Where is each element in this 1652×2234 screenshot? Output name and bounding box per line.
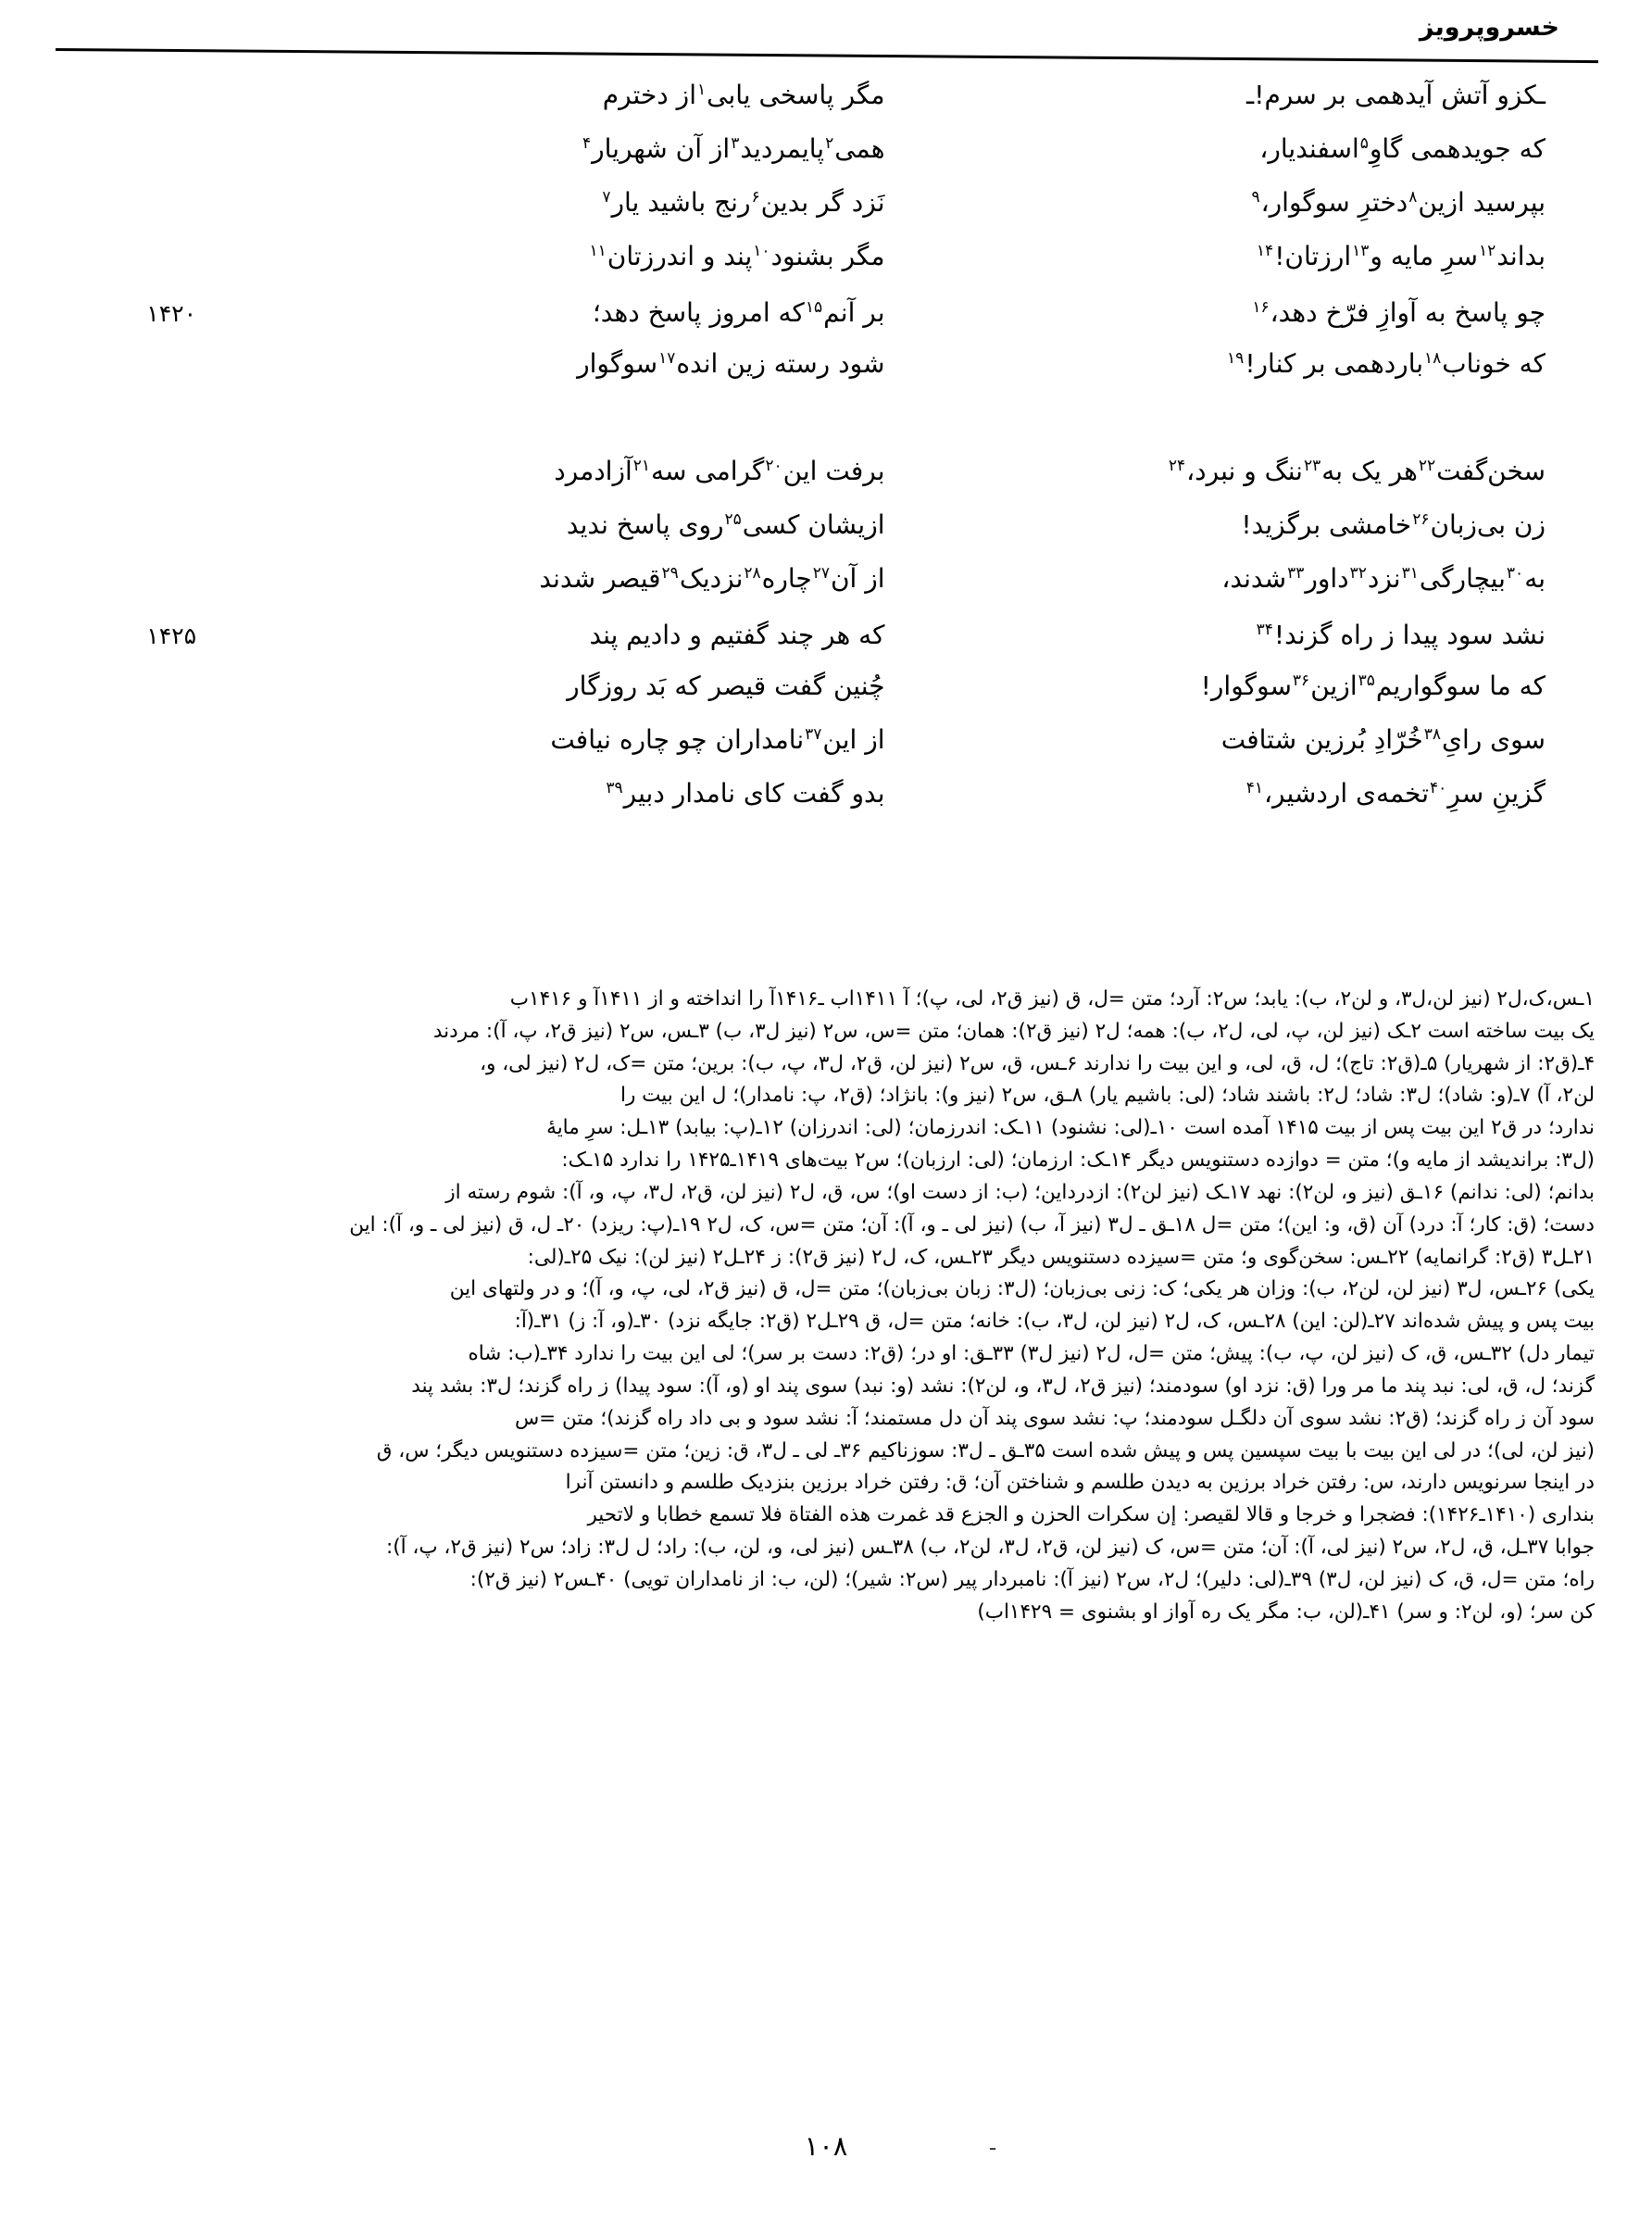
hemistich-second bbox=[885, 511, 1546, 538]
hemistich-text-cont: تخمه‌ی اردشیر، bbox=[1263, 778, 1430, 809]
apparatus-line: ۲۱ـل۳ (ق۲: گرانمایه) ۲۲ـس: سخن‌گوی و؛ متن =سیزده دستنویس دیگر ۲۳ـس، ک، ل۲ (نیز ق۲): ز ۲۴ـل۲ (نیز لن): نیک ۲۵ـ(لی: bbox=[527, 1245, 1595, 1269]
footnote-marker: ۱۵ bbox=[805, 297, 823, 317]
verse-line bbox=[111, 350, 1546, 404]
hemistich-text-cont2: آزادمرد bbox=[554, 456, 632, 486]
footnote-marker: ۳۷ bbox=[805, 724, 822, 744]
verse-number bbox=[111, 207, 196, 211]
hemistich-text-cont2: ننگ و نبرد، bbox=[1186, 456, 1303, 486]
hemistich-text-cont3: قیصر شدند bbox=[539, 563, 661, 594]
hemistich-text: بدو گفت کای نامدار دبیر bbox=[623, 778, 885, 809]
footnote-marker: ۲۲ bbox=[1418, 456, 1436, 475]
hemistich-text-cont: که امروز پاسخ دهد؛ bbox=[592, 297, 805, 328]
hemistich-text: چُنین گفت قیصر که بَد روزگار bbox=[567, 671, 885, 701]
footnote-marker: ۱۷ bbox=[658, 348, 676, 368]
verse-number-1420: ۱۴۲۰ bbox=[146, 300, 196, 327]
hemistich-first bbox=[196, 350, 885, 377]
hemistich-text-cont: چاره bbox=[761, 563, 812, 594]
footnote-marker: ۳۳ bbox=[1287, 563, 1305, 583]
catchword-glyph: ـ bbox=[990, 2132, 995, 2154]
page-number: ۱۰۸ bbox=[804, 2130, 848, 2162]
hemistich-text: گزینِ سرِ bbox=[1447, 778, 1546, 809]
apparatus-line: ۴ـ(ق۲: از شهریار) ۵ـ(ق۲: تاج)؛ ل، ق، لی، و این بیت را ندارند ۶ـس، ق، س۲ (نیز لن، ق۲، ل۳، پ، ب): برین؛ متن =ک، ل۲ (نیز لی، و، bbox=[480, 1051, 1595, 1075]
hemistich-text: مگر بشنود bbox=[770, 241, 885, 271]
footnote-marker: ۴۱ bbox=[1245, 778, 1263, 797]
verse-number bbox=[111, 476, 196, 480]
apparatus-line: (نیز لن، لی)؛ در لی این بیت با بیت سپسین پس و پیش شده است ۳۵ـق ـ ل۳: سوزناکیم ۳۶ـ لی ـ ل۳، ق: زین؛ متن =سیزده دستنویس دیگر؛ س، ق bbox=[376, 1438, 1595, 1462]
hemistich-first bbox=[196, 135, 885, 162]
hemistich-first bbox=[196, 82, 885, 108]
hemistich-second bbox=[885, 82, 1546, 108]
hemistich-text: ـکزو آتش آیدهمی بر سرم!ـ bbox=[1246, 80, 1546, 110]
hemistich-text: که ما سوگواریم bbox=[1375, 671, 1546, 701]
verse-number bbox=[111, 798, 196, 802]
hemistich-text: که خوناب bbox=[1442, 348, 1546, 379]
hemistich-second bbox=[885, 672, 1546, 699]
hemistich-text-cont: گرامی سه bbox=[651, 456, 765, 486]
hemistich-text-cont: پند و اندرزتان bbox=[607, 241, 753, 271]
hemistich-text: بپرسید ازین bbox=[1418, 187, 1546, 218]
hemistich-text-cont: دخترِ سوگوار، bbox=[1260, 187, 1408, 218]
verse-line bbox=[111, 296, 1546, 350]
apparatus-line: دست؛ (ق: کار؛ آ: درد) آن (ق، و: این)؛ متن =ل ۱۸ـق ـ ل۳ (نیز آ، ب) (نیز لی ـ و، آ): آن؛ متن =س، ک، ل۲ ۱۹ـ(پ: ریزد) ۲۰ـ ل، ق (نیز لی ـ و، آ): این bbox=[349, 1212, 1595, 1236]
footnote-marker: ۳۵ bbox=[1358, 671, 1375, 690]
hemistich-text-cont: روی پاسخ ندید bbox=[566, 509, 724, 540]
hemistich-second bbox=[885, 243, 1546, 270]
verse-block-2 bbox=[111, 458, 1546, 834]
verse-block-1 bbox=[111, 82, 1546, 404]
hemistich-text: که هر چند گفتیم و دادیم پند bbox=[589, 620, 885, 650]
verse-area bbox=[111, 80, 1546, 809]
hemistich-first bbox=[196, 189, 885, 216]
hemistich-text-cont3: داور bbox=[1305, 563, 1349, 594]
hemistich-second bbox=[885, 135, 1546, 162]
apparatus-paragraph bbox=[57, 984, 1595, 1629]
apparatus-line: گزند؛ ل، ق، لی: نبد پند ما مر ورا (ق: نزد او) سودمند؛ (نیز ق۲، ل۳، و، لن۲): نشد (و: نبد) سوی پند او (و، آ): سود پیدا) ز راه گزند؛ ل۳: بشد پند bbox=[411, 1374, 1595, 1398]
critical-apparatus bbox=[57, 984, 1595, 1629]
hemistich-text: از این bbox=[822, 724, 885, 755]
footnote-marker: ۱۹ bbox=[1227, 348, 1245, 368]
verse-line bbox=[111, 619, 1546, 672]
hemistich-text-cont2: نزد bbox=[1367, 563, 1401, 594]
apparatus-line: یک بیت ساخته است ۲ـک (نیز لن، پ، لی، ل۲، ب): همه؛ ل۲ (نیز ق۲): همان؛ متن =س، س۲ (نیز ل۳، ب) ۳ـس، س۲ (نیز ق۲، پ، آ): مردند bbox=[432, 1019, 1595, 1043]
verse-line bbox=[111, 243, 1546, 296]
hemistich-text: سخن‌گفت bbox=[1436, 456, 1546, 486]
apparatus-line: جوابا ۳۷ـل، ق، ل۲، س۲ (نیز لی، آ): آن؛ متن =س، ک (نیز لن، ق۲، ل۳، لن۲، ب) ۳۸ـس (نیز لی، و، لن، ب): راد؛ ل ل۳: زاد؛ س۲ (نیز ق۲، پ، آ): bbox=[385, 1536, 1595, 1560]
apparatus-line: بنداری (۱۴۱۰ـ۱۴۲۶): فضجرا و خرجا و قالا لقیصر: إن سکرات الحزن و الجزع قد غمرت هذه الفتاة فلا تسمع خطابا و لاتحیر bbox=[587, 1503, 1595, 1527]
verse-number-1425: ۱۴۲۵ bbox=[146, 622, 196, 649]
hemistich-first bbox=[196, 672, 885, 699]
hemistich-first bbox=[196, 780, 885, 807]
footnote-marker: ۲۹ bbox=[661, 563, 679, 583]
hemistich-text-cont: باردهمی بر کنار! bbox=[1245, 348, 1424, 379]
hemistich-text-cont2: سوگوار! bbox=[1200, 671, 1292, 701]
hemistich-text-cont: خُرّادِ بُرزین شتافت bbox=[1220, 724, 1423, 755]
hemistich-second bbox=[885, 565, 1546, 592]
footnote-marker: ۲۰ bbox=[765, 456, 782, 475]
verse-line bbox=[111, 726, 1546, 780]
hemistich-text: نَزد گر بدین bbox=[760, 187, 885, 218]
hemistich-text: از آن bbox=[830, 563, 885, 594]
hemistich-first bbox=[196, 565, 885, 592]
verse-line bbox=[111, 565, 1546, 619]
hemistich-text: سوی رایِ bbox=[1442, 724, 1546, 755]
footnote-marker: ۱۲ bbox=[1478, 241, 1496, 260]
footnote-marker: ۱۴ bbox=[1256, 241, 1274, 260]
stanza-separator bbox=[111, 404, 1546, 458]
footnote-marker: ۲۷ bbox=[812, 563, 830, 583]
footnote-marker: ۲۴ bbox=[1168, 456, 1186, 475]
verse-number bbox=[111, 691, 196, 695]
footnote-marker: ۳۲ bbox=[1349, 563, 1367, 583]
hemistich-text-cont2: نزدیک bbox=[679, 563, 744, 594]
footnote-marker: ۱۰ bbox=[753, 241, 770, 260]
footnote-marker: ۲۵ bbox=[724, 509, 742, 529]
apparatus-line: ۱ـس،ک،ل۲ (نیز لن،ل۳، و لن۲، ب): یابد؛ س۲: آرد؛ متن =ل، ق (نیز ق۲، لی، پ)؛ آ ۱۴۱۱اب ـ۱۴۱۶آ را انداخته و از ۱۴۱۱آ و ۱۴۱۶ب bbox=[509, 987, 1595, 1010]
hemistich-text: چو پاسخ به آوازِ فرّخ دهد، bbox=[1270, 297, 1546, 328]
verse-line bbox=[111, 672, 1546, 726]
apparatus-line: کن سر؛ (و، لن۲: و سر) ۴۱ـ(لن، ب: مگر یک ره آواز او بشنوی = ۱۴۲۹اب) bbox=[977, 1600, 1595, 1624]
footnote-marker: ۴ bbox=[582, 133, 592, 153]
hemistich-first bbox=[196, 299, 885, 326]
footnote-marker: ۱۸ bbox=[1424, 348, 1442, 368]
footnote-marker: ۶ bbox=[751, 187, 760, 207]
hemistich-text-cont: سرِ مایه و bbox=[1370, 241, 1478, 271]
hemistich-text-cont: نامداران چو چاره نیافت bbox=[550, 724, 805, 755]
footnote-marker: ۱ bbox=[696, 80, 707, 99]
verse-number bbox=[111, 154, 196, 157]
verse-number bbox=[111, 584, 196, 587]
verse-line bbox=[111, 189, 1546, 243]
footnote-marker: ۱۶ bbox=[1252, 297, 1270, 317]
apparatus-line: (ل۳: برانديشد از مايه و)؛ متن = دوازده دستنویس دیگر ۱۴ـک: ارزمان؛ (لی: ارزبان)؛ س۲ بیت‌های ۱۴۱۹ـ۱۴۲۵ را ندارد ۱۵ـک: bbox=[561, 1148, 1595, 1173]
hemistich-text-cont: پایمردید bbox=[740, 133, 825, 164]
footnote-marker: ۳۶ bbox=[1292, 671, 1310, 690]
hemistich-first bbox=[196, 458, 885, 484]
apparatus-line: راه؛ متن =ل، ق، ک (نیز لن، ل۳) ۳۹ـ(لی: دلیر)؛ ل۲، س۲ (نیز آ): نامبردار پیر (س۲: شیر)؛ (لن، ب: از نامداران تویی) ۴۰ـس۲ (نیز ق۲): bbox=[469, 1567, 1595, 1591]
hemistich-second bbox=[885, 621, 1546, 648]
hemistich-text: بر آنم bbox=[823, 297, 885, 328]
header-rule-divider bbox=[56, 48, 1598, 63]
hemistich-text: برفت این bbox=[782, 456, 885, 486]
hemistich-text-cont: خامشی برگزید! bbox=[1241, 509, 1412, 540]
hemistich-text-cont: اسفندیار، bbox=[1259, 133, 1359, 164]
footnote-marker: ۹ bbox=[1251, 187, 1260, 207]
apparatus-line: یکی) ۲۶ـس، ل۳ (نیز لن، لن۲، ب): وزان هر یکی؛ ک: زنی بی‌زبان؛ (ل۳: زبان بی‌زبان)؛ متن =ل، ق (نیز ق۲، لی، پ، و، آ)؛ و در ولتهای این bbox=[449, 1277, 1595, 1301]
footnote-marker: ۲۶ bbox=[1412, 509, 1430, 529]
footnote-marker: ۴۰ bbox=[1430, 778, 1447, 797]
page-header bbox=[0, 0, 1652, 65]
hemistich-second bbox=[885, 458, 1546, 484]
verse-line bbox=[111, 780, 1546, 834]
footnote-marker: ۲۸ bbox=[744, 563, 761, 583]
verse-line bbox=[111, 135, 1546, 189]
hemistich-text-cont4: شدند، bbox=[1221, 563, 1287, 594]
verse-line bbox=[111, 511, 1546, 565]
hemistich-text-cont: هر یک به bbox=[1321, 456, 1418, 486]
hemistich-text-cont2: ارزتان! bbox=[1274, 241, 1352, 271]
footnote-marker: ۱۳ bbox=[1352, 241, 1370, 260]
footnote-marker: ۳۰ bbox=[1506, 563, 1524, 583]
hemistich-text: مگر پاسخی یابی bbox=[707, 80, 885, 110]
apparatus-line: لن۲، آ) ۷ـ(و: شاد)؛ ل۳: شاد؛ ل۲: باشند شاد؛ (لی: باشیم یار) ۸ـق، س۲ (نیز و): بانژاد؛ (ق۲، پ: نامدار)؛ ل این بیت را bbox=[620, 1084, 1595, 1108]
hemistich-text-cont: سوگوار bbox=[577, 348, 658, 379]
footnote-marker: ۲۳ bbox=[1303, 456, 1321, 475]
apparatus-line: در اینجا سرنویس دارند، س: رفتن خراد برزین به دیدن طلسم و شناختن آن؛ ق: رفتن خراد برزین بنزدیک طلسم و دانستن آنرا bbox=[565, 1471, 1595, 1495]
hemistich-second bbox=[885, 350, 1546, 377]
hemistich-text-cont2: از آن شهریار bbox=[592, 133, 731, 164]
verse-number bbox=[111, 369, 196, 372]
footnote-marker: ۳ bbox=[731, 133, 740, 153]
hemistich-text: نشد سود پیدا ز راه گزند! bbox=[1273, 620, 1546, 650]
hemistich-text: شود رسته زین انده bbox=[676, 348, 885, 379]
running-header-title: خسروپرویز bbox=[1419, 13, 1559, 42]
hemistich-first bbox=[196, 511, 885, 538]
hemistich-second bbox=[885, 780, 1546, 807]
verse-line bbox=[111, 458, 1546, 511]
hemistich-text-cont: رنج باشید یار bbox=[611, 187, 751, 218]
apparatus-line: ندارد؛ در ق۲ این بیت پس از بیت ۱۴۱۵ آمده است ۱۰ـ(لی: نشنود) ۱۱ـک: اندرزمان؛ (لی: اندرزان) ۱۲ـ(پ: بیابد) ۱۳ـل: سرِ مایهٔ bbox=[546, 1116, 1595, 1140]
apparatus-line: سود آن ز راه گزند؛ (ق۲: نشد سوی آن دلگـل سودمند؛ پ: نشد سوی پند آن دل مستمند؛ آ: نشد سود و بی داد راه گزند)؛ متن =س bbox=[514, 1406, 1595, 1430]
hemistich-text: به bbox=[1524, 563, 1546, 594]
hemistich-text: که جویدهمی گاوِ bbox=[1369, 133, 1546, 164]
hemistich-first bbox=[196, 243, 885, 270]
hemistich-second bbox=[885, 189, 1546, 216]
footnote-marker: ۷ bbox=[602, 187, 611, 207]
verse-number bbox=[111, 745, 196, 748]
footnote-marker: ۲۱ bbox=[632, 456, 651, 475]
verse-number bbox=[111, 261, 196, 265]
footnote-marker: ۲ bbox=[825, 133, 834, 153]
footnote-marker: ۳۹ bbox=[606, 778, 623, 797]
hemistich-text-cont: ازین bbox=[1310, 671, 1358, 701]
verse-number bbox=[111, 530, 196, 533]
hemistich-second bbox=[885, 299, 1546, 326]
footnote-marker: ۳۸ bbox=[1423, 724, 1442, 744]
footnote-marker: ۸ bbox=[1408, 187, 1418, 207]
hemistich-text: بداند bbox=[1496, 241, 1546, 271]
footnote-marker: ۳۱ bbox=[1401, 563, 1419, 583]
hemistich-text: همی bbox=[834, 133, 885, 164]
verse-line bbox=[111, 82, 1546, 135]
hemistich-text: زن بی‌زبان bbox=[1430, 509, 1546, 540]
apparatus-line: بدانم؛ (لی: ندانم) ۱۶ـق (نیز و، لن۲): نهد ۱۷ـک (نیز لن۲): ازدرداین؛ (ب: از دست او)؛ س، ق، ل۲ (نیز لن، ق۲، ل۳، پ، و، آ): شوم رسته از bbox=[445, 1180, 1595, 1204]
apparatus-line: بیت پس و پیش شده‌اند ۲۷ـ(لن: این) ۲۸ـس، ک، ل۲ (نیز لن، ل۳، ب): خانه؛ متن =ل، ق ۲۹ـل۲ (ق۲: جایگه نزد) ۳۰ـ(و، آ: ز) ۳۱ـ(آ: bbox=[514, 1310, 1595, 1334]
hemistich-text-cont: از دخترم bbox=[602, 80, 696, 110]
footnote-marker: ۱۱ bbox=[589, 241, 607, 260]
hemistich-text: ازیشان کسی bbox=[742, 509, 885, 540]
hemistich-first bbox=[196, 726, 885, 753]
hemistich-text-cont: بیچارگی bbox=[1419, 563, 1506, 594]
footnote-marker: ۵ bbox=[1359, 133, 1369, 153]
footnote-marker: ۳۴ bbox=[1256, 620, 1273, 639]
apparatus-line: تیمار دل) ۳۲ـس، ق، ک (نیز لن، پ، ب): پیش؛ متن =ل، ل۲ (نیز ل۳) ۳۳ـق: او در؛ (ق۲: دست بر سر)؛ لی این بیت را ندارد ۳۴ـ(ب: شاه bbox=[468, 1342, 1595, 1366]
hemistich-first bbox=[196, 621, 885, 648]
hemistich-second bbox=[885, 726, 1546, 753]
verse-number bbox=[111, 100, 196, 104]
